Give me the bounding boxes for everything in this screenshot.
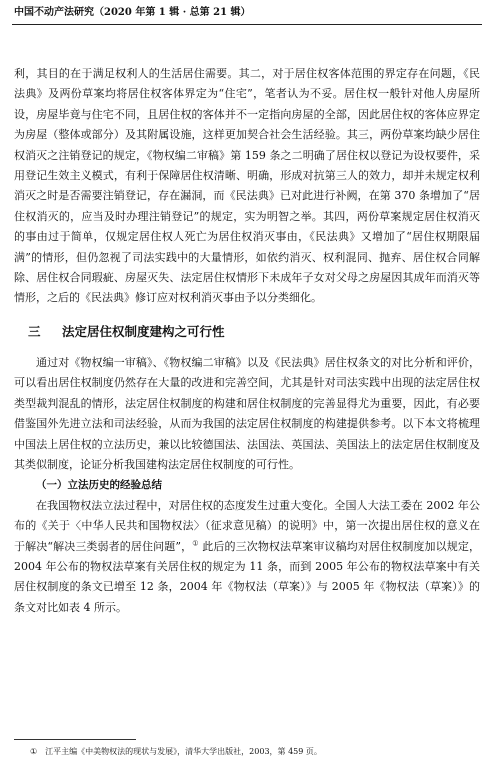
subsection-heading: （一）立法历史的经验总结 — [36, 479, 162, 492]
page-body — [14, 64, 480, 618]
section-number: 三 — [28, 323, 41, 339]
section-heading — [14, 323, 480, 341]
footnote-mark: ① — [30, 747, 38, 756]
header-rule — [12, 24, 482, 25]
paragraph-continuation: 利，其目的在于满足权利人的生活居住需要。其二，对于居住权客体范围的界定存在问题，《民法典》及两份草案均将居住权客体界定为“住宅”，笔者认为不妥。居住权一般针对他人房屋所设，房屋毕竟与住宅不同，且居住权的客体并不一定指向房屋的全部，因此居住权的客体应界定为房屋（整体或部分）及其附属设施，这样更加契合社会生活经验。其三，两份草案均缺少居住权消灭之注销登记的规定，《物权编二审稿》第 159 条之二明确了居住权以登记为设权要件，采用登记生效主义模式，有利于保障居住权清晰、明确，形成对抗第三人的效力，却并未规定权利消灭之时是否需要注销登记，存在漏洞，而《民法典》已对此进行补阙，在第 370 条增加了“居住权消灭的，应当及时办理注销登记”的规定，实为明智之举。其四，两份草案规定居住权消灭的事由过于简单，仅规定居住权人死亡为居住权消灭事由，《民法典》又增加了“居住权期限届满”的情形，但仍忽视了司法实践中的大量情形，如依约消灭、权利混同、抛弃、居住权合同解除、居住权合同瑕疵、房屋灭失、法定居住权情形下未成年子女对父母之房屋因其成年而消灭等情形，之后的《民法典》修订应对权利消灭事由予以分类细化。 — [14, 67, 480, 305]
footnote-text: 江平主编《中美物权法的现状与发展》，清华大学出版社，2003，第 459 页。 — [45, 747, 322, 756]
footnote — [30, 746, 480, 758]
paragraph-intro: 通过对《物权编一审稿》、《物权编二审稿》以及《民法典》居住权条文的对比分析和评价，可以看出居住权制度仍然存在大量的改进和完善空间，尤其是针对司法实践中出现的法定居住权类型裁判混乱的情形，法定居住权制度的构建和居住权制度的完善显得尤为重要，因此，有必要借鉴国外先进立法和司法经验，从而为我国的法定居住权制度的构建提供参考。以下本文将梳理中国法上居住权的立法历史，兼以比较德国法、法国法、英国法、美国法上的法定居住权制度及其类似制度，论证分析我国建构法定居住权制度的可行性。 — [14, 355, 480, 471]
section-title: 法定居住权制度建构之可行性 — [62, 323, 225, 339]
history-text-part2: 此后的三次物权法草案审议稿均对居住权制度加以规定，2004 年公布的物权法草案有关居住权的规定为 11 条，而到 2005 年公布的物权法草案中有关居住权制度的条文已增至 12 条，2004 年《物权法（草案）》与 2005 年《物权法（草案）》的条文对比如表 4 所示。 — [14, 539, 481, 614]
history-text-part1: 在我国物权法立法过程中，对居住权的态度发生过重大变化。全国人大法工委在 2002 年公布的《关于〈中华人民共和国物权法〉（征求意见稿）的说明》中，第一次提出居住权的意义在于解决“解决三类弱者的居住问题”， — [14, 498, 480, 553]
paragraph-history — [14, 496, 480, 618]
running-header: 中国不动产法研究（2020 年第 1 辑 · 总第 21 辑） — [14, 7, 251, 18]
footnote-rule — [14, 739, 136, 740]
footnote-reference[interactable]: ① — [192, 538, 199, 547]
